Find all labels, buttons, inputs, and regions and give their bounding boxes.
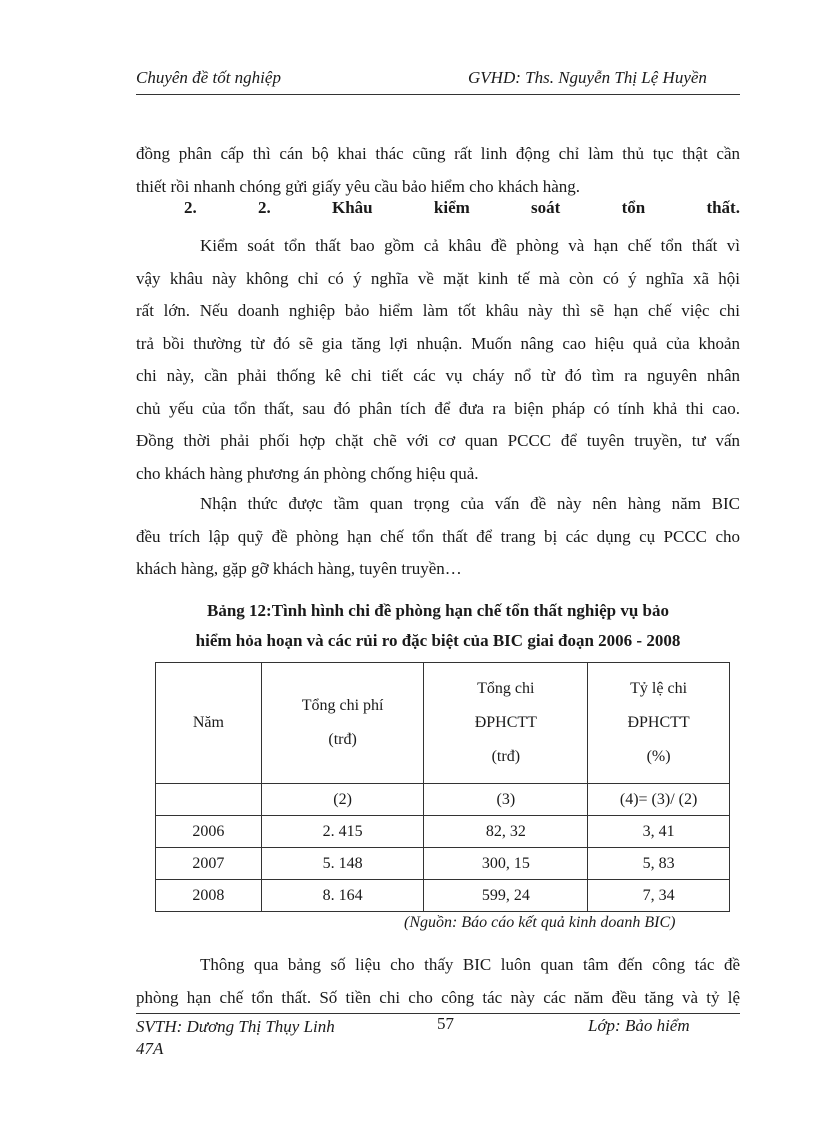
table-row [156,848,730,880]
intro-paragraph [136,138,740,203]
table-cell: (2) [261,784,424,816]
header-year: Năm [156,663,262,784]
paragraph-line: đều trích lập quỹ đề phòng hạn chế tổn thất để trang bị các dụng cụ PCCC cho [136,526,740,546]
heading-word: soát [531,198,561,217]
table-cell: (3) [424,784,588,816]
footer-student-name: SVTH: Dương Thị Thụy Linh [136,1017,335,1036]
paragraph-line: Nhận thức được tầm quan trọng của vấn đề này nên hàng năm BIC [200,494,740,513]
table-cell: 2008 [156,880,262,912]
paragraph-line: chi này, cần phải thống kê chi tiết các vụ cháy nổ từ đó tìm ra nguyên nhân [136,366,740,385]
table-cell: 2. 415 [261,816,424,848]
header-total-cost: Tổng chi phí (trđ) [261,663,424,784]
paragraph-line: rất lớn. Nếu doanh nghiệp bảo hiểm làm tốt khâu này thì sẽ hạn chế việc chi [136,301,740,320]
heading-word: 2. [258,198,271,217]
table-cell: 2006 [156,816,262,848]
table-cell: 7, 34 [588,880,730,912]
table-cell: 5. 148 [261,848,424,880]
header-divider [136,94,740,95]
table-cell: (4)= (3)/ (2) [588,784,730,816]
paragraph-analysis [136,949,740,1014]
table-cell [156,784,262,816]
table-source-note: (Nguồn: Báo cáo kết quả kinh doanh BIC) [404,914,676,931]
table-caption-line: hiểm hỏa hoạn và các rủi ro đặc biệt của BIC giai đoạn 2006 - 2008 [195,631,681,650]
table-header-row [156,663,730,784]
paragraph-line: khách hàng, gặp gỡ khách hàng, tuyên truyền… [136,559,462,578]
header-prevention-spend: Tổng chi ĐPHCTT (trđ) [424,663,588,784]
section-heading [184,198,740,218]
header-prevention-ratio: Tỷ lệ chi ĐPHCTT (%) [588,663,730,784]
paragraph-line: Kiểm soát tổn thất bao gồm cả khâu đề phòng và hạn chế tổn thất vì [200,236,740,255]
heading-word: kiểm [433,198,470,217]
table-cell: 3, 41 [588,816,730,848]
table-row [156,816,730,848]
paragraph-bic-fund [136,488,740,586]
table-row [156,880,730,912]
table-cell: 2007 [156,848,262,880]
paragraph-line: cho khách hàng phương án phòng chống hiệu quả. [136,463,479,483]
header-course-title: Chuyên đề tốt nghiệp [136,68,281,87]
footer-student-class: 47A [136,1039,164,1058]
table-index-row [156,784,730,816]
page-number: 57 [437,1014,454,1033]
heading-word: thất. [706,198,740,217]
table-cell: 82, 32 [424,816,588,848]
paragraph-line: Thông qua bảng số liệu cho thấy BIC luôn quan tâm đến công tác đề [200,955,740,974]
heading-word: 2. [184,198,197,217]
table-cell: 300, 15 [424,848,588,880]
paragraph-line: phòng hạn chế tổn thất. Số tiền chi cho công tác này các năm đều tăng và tỷ lệ [136,987,740,1007]
heading-word: tổn [621,198,646,217]
paragraph-loss-control [136,230,740,490]
paragraph-line: Đồng thời phải phối hợp chặt chẽ với cơ quan PCCC để tuyên truyền, tư vấn [136,431,740,450]
table-caption-line: Bảng 12:Tình hình chi đề phòng hạn chế tổn thất nghiệp vụ bảo [207,601,669,620]
table-cell: 5, 83 [588,848,730,880]
footer-student [136,1016,335,1060]
header-supervisor: GVHD: Ths. Nguyễn Thị Lệ Huyền [468,68,707,87]
paragraph-line: trả bồi thường từ đó sẽ gia tăng lợi nhuận. Muốn nâng cao hiệu quả của khoản [136,333,740,353]
intro-line: thiết rồi nhanh chóng gửi giấy yêu cầu bảo hiểm cho khách hàng. [136,176,581,196]
intro-line: đồng phân cấp thì cán bộ khai thác cũng rất linh động chỉ làm thủ tục thật cần [136,144,740,163]
footer-class: Lớp: Bảo hiểm [588,1016,690,1035]
heading-word: Khâu [332,198,373,217]
table-cell: 599, 24 [424,880,588,912]
paragraph-line: chủ yếu của tổn thất, sau đó phân tích để đưa ra biện pháp có tính khả thi cao. [136,398,740,418]
paragraph-line: vậy khâu này không chỉ có ý nghĩa về mặt kinh tế mà còn có ý nghĩa xã hội [136,268,740,288]
loss-prevention-table [155,662,730,912]
table-cell: 8. 164 [261,880,424,912]
table-caption [136,596,740,656]
